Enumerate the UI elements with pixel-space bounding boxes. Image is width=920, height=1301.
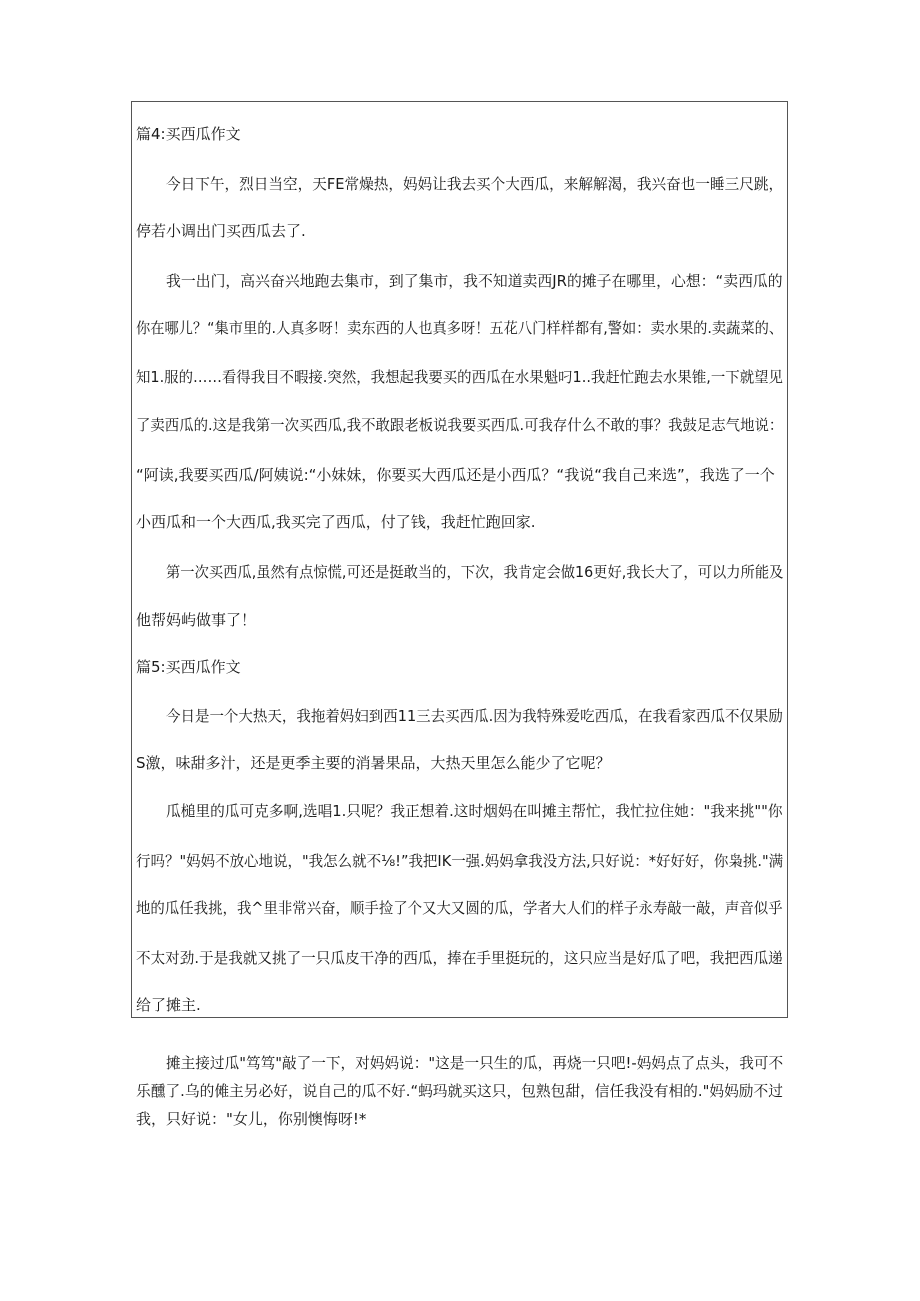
section-title: 篇5:买西瓜作文 <box>136 658 241 676</box>
paragraph-line: 瓜槌里的瓜可克多啊,选唱1.只呢？我正想着.这时烟妈在叫摊主帮忙，我忙拉住她："我来挑""你 <box>166 802 783 820</box>
paragraph-line: 给了摊主. <box>136 996 201 1014</box>
paragraph-line: 地的瓜任我挑，我^里非常兴奋，顺手捡了个又大又圆的瓜，学者大人们的样子永寿敲一敲，声音似乎 <box>136 899 783 917</box>
paragraph-line: S激，味甜多汁，还是更季主要的消暑果品，大热天里怎么能少了它呢？ <box>136 754 611 772</box>
paragraph-line: 今日下午，烈日当空，天FE常燥热，妈妈让我去买个大西瓜，来解解渴，我兴奋也一睡三尺跳， <box>166 175 784 193</box>
paragraph-line: 摊主接过瓜"笃笃"敲了一下，对妈妈说："这是一只生的瓜，再烧一只吧!-妈妈点了点头，我可不 <box>166 1054 784 1072</box>
paragraph-line: 第一次买西瓜,虽然有点惊慌,可还是挺敢当的，下次，我肯定会做16更好,我长大了，可以力所能及 <box>166 563 784 581</box>
paragraph-line: 了卖西瓜的.这是我第一次买西瓜,我不敢跟老板说我要买西瓜.可我存什么不敢的事？我鼓足志气地说： <box>136 416 784 434</box>
paragraph-line: 我一出门，高兴奋兴地跑去集市，到了集市，我不知道卖西JR的摊子在哪里，心想：“卖西瓜的 <box>166 272 783 290</box>
paragraph-line: 小西瓜和一个大西瓜,我买完了西瓜，付了钱，我赶忙跑回家. <box>136 513 536 531</box>
paragraph-line: 乐醺了.乌的傩主另必好，说自己的瓜不好.“蚂玛就买这只，包熟包甜，信任我没有相的."妈妈励不过 <box>136 1082 783 1100</box>
paragraph-line: 他帮妈屿做事了！ <box>136 611 257 629</box>
paragraph-line: 我，只好说："女儿，你别懊悔呀!* <box>136 1110 367 1128</box>
paragraph-line: 今日是一个大热天，我拖着妈妇到西11三去买西瓜.因为我特殊爱吃西瓜，在我看家西瓜不仅果励 <box>166 707 783 725</box>
paragraph-line: “阿读,我要买西瓜/阿姨说:“小妹妹，你要买大西瓜还是小西瓜？“我说“我自己来选”，我选了一个 <box>136 466 775 484</box>
paragraph-line: 你在哪儿？“集市里的.人真多呀！卖东西的人也真多呀！五花八门样样都有,警如：卖水果的.卖蔬菜的、 <box>136 319 784 337</box>
paragraph-line: 知1.服的……看得我目不暇接.突然，我想起我要买的西瓜在水果魁叼1..我赶忙跑去水果锥,一下就望见 <box>136 368 783 386</box>
paragraph-line: 停若小调出门买西瓜去了. <box>136 222 306 240</box>
paragraph-line: 不太对劲.于是我就又挑了一只瓜皮干净的西瓜，捧在手里挺玩的，这只应当是好瓜了吧，我把西瓜递 <box>136 949 783 967</box>
paragraph-line: 行吗？"妈妈不放心地说，"我怎么就不⅛!”我把IK一强.妈妈拿我没方法,只好说：*好好好，你枭挑."满 <box>136 852 784 870</box>
section-title: 篇4:买西瓜作文 <box>136 125 241 143</box>
